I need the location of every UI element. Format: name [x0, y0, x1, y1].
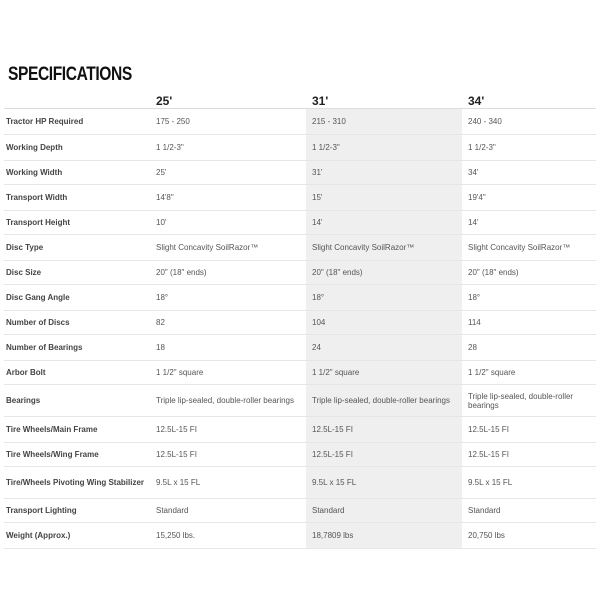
- cell-value: 12.5L-15 FI: [306, 417, 462, 443]
- cell-value: 9.5L x 15 FL: [462, 467, 596, 499]
- cell-value: 18,7809 lbs: [306, 523, 462, 549]
- cell-value: 18°: [150, 285, 306, 311]
- row-label: Number of Discs: [4, 311, 150, 335]
- cell-value: 15,250 lbs.: [150, 523, 306, 549]
- column-header-25ft: 25': [150, 94, 306, 109]
- cell-value: 1 1/2-3": [306, 135, 462, 161]
- cell-value: 9.5L x 15 FL: [306, 467, 462, 499]
- row-label: Transport Lighting: [4, 499, 150, 523]
- column-header-34ft: 34': [462, 94, 596, 109]
- cell-value: 20" (18" ends): [462, 261, 596, 285]
- table-row: [4, 135, 596, 161]
- cell-value: 14': [462, 211, 596, 235]
- cell-value: Triple lip-sealed, double-roller bearings: [306, 385, 462, 417]
- table-row: [4, 335, 596, 361]
- cell-value: 82: [150, 311, 306, 335]
- cell-value: 104: [306, 311, 462, 335]
- row-label: Bearings: [4, 385, 150, 417]
- column-header-label: [4, 94, 150, 109]
- row-label: Working Depth: [4, 135, 150, 161]
- cell-value: 1 1/2" square: [462, 361, 596, 385]
- cell-value: 18°: [306, 285, 462, 311]
- table-row: [4, 523, 596, 549]
- row-label: Tire Wheels/Wing Frame: [4, 443, 150, 467]
- cell-value: Slight Concavity SoilRazor™: [462, 235, 596, 261]
- specifications-table: [4, 94, 596, 549]
- table-row: [4, 185, 596, 211]
- cell-value: 12.5L-15 FI: [306, 443, 462, 467]
- cell-value: 1 1/2-3": [462, 135, 596, 161]
- cell-value: 14': [306, 211, 462, 235]
- cell-value: 240 - 340: [462, 109, 596, 135]
- cell-value: Standard: [306, 499, 462, 523]
- cell-value: 18°: [462, 285, 596, 311]
- cell-value: 114: [462, 311, 596, 335]
- cell-value: 20" (18" ends): [150, 261, 306, 285]
- page-title: SPECIFICATIONS: [8, 64, 132, 85]
- table-row: [4, 443, 596, 467]
- cell-value: 10': [150, 211, 306, 235]
- table-row: [4, 161, 596, 185]
- row-label: Tire/Wheels Pivoting Wing Stabilizer: [4, 467, 150, 499]
- table-row: [4, 235, 596, 261]
- cell-value: 12.5L-15 FI: [462, 443, 596, 467]
- cell-value: Slight Concavity SoilRazor™: [306, 235, 462, 261]
- cell-value: 18: [150, 335, 306, 361]
- table-header-row: [4, 94, 596, 109]
- row-label: Weight (Approx.): [4, 523, 150, 549]
- table-row: [4, 261, 596, 285]
- cell-value: Standard: [462, 499, 596, 523]
- table-row: [4, 109, 596, 135]
- cell-value: 12.5L-15 FI: [150, 417, 306, 443]
- row-label: Transport Height: [4, 211, 150, 235]
- cell-value: 25': [150, 161, 306, 185]
- column-header-31ft: 31': [306, 94, 462, 109]
- cell-value: Triple lip-sealed, double-roller bearings: [150, 385, 306, 417]
- cell-value: 1 1/2" square: [150, 361, 306, 385]
- table-row: [4, 417, 596, 443]
- cell-value: 20,750 lbs: [462, 523, 596, 549]
- cell-value: Standard: [150, 499, 306, 523]
- row-label: Arbor Bolt: [4, 361, 150, 385]
- cell-value: Triple lip-sealed, double-roller bearings: [462, 385, 596, 417]
- cell-value: 12.5L-15 FI: [150, 443, 306, 467]
- table-row: [4, 361, 596, 385]
- cell-value: Slight Concavity SoilRazor™: [150, 235, 306, 261]
- cell-value: 215 - 310: [306, 109, 462, 135]
- table-row: [4, 311, 596, 335]
- cell-value: 1 1/2" square: [306, 361, 462, 385]
- cell-value: 12.5L-15 FI: [462, 417, 596, 443]
- cell-value: 28: [462, 335, 596, 361]
- table-row: [4, 285, 596, 311]
- row-label: Disc Type: [4, 235, 150, 261]
- cell-value: 9.5L x 15 FL: [150, 467, 306, 499]
- table-row: [4, 385, 596, 417]
- cell-value: 20" (18" ends): [306, 261, 462, 285]
- table-row: [4, 211, 596, 235]
- row-label: Number of Bearings: [4, 335, 150, 361]
- row-label: Disc Size: [4, 261, 150, 285]
- row-label: Disc Gang Angle: [4, 285, 150, 311]
- table-row: [4, 467, 596, 499]
- cell-value: 24: [306, 335, 462, 361]
- cell-value: 19'4": [462, 185, 596, 211]
- row-label: Tire Wheels/Main Frame: [4, 417, 150, 443]
- table-row: [4, 499, 596, 523]
- row-label: Transport Width: [4, 185, 150, 211]
- row-label: Tractor HP Required: [4, 109, 150, 135]
- row-label: Working Width: [4, 161, 150, 185]
- cell-value: 15': [306, 185, 462, 211]
- cell-value: 14'8": [150, 185, 306, 211]
- cell-value: 1 1/2-3": [150, 135, 306, 161]
- cell-value: 34': [462, 161, 596, 185]
- cell-value: 31': [306, 161, 462, 185]
- cell-value: 175 - 250: [150, 109, 306, 135]
